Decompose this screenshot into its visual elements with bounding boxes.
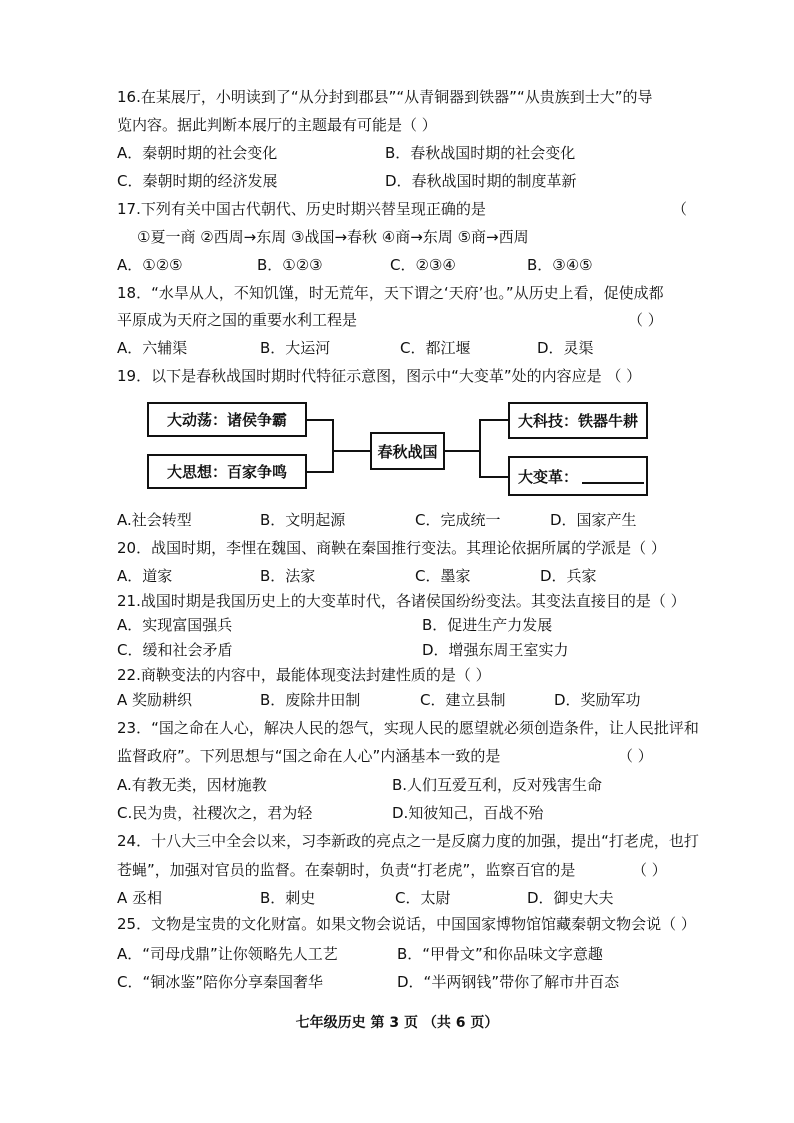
q21-options-row2 (117, 639, 717, 661)
q23-options-row1 (117, 774, 717, 796)
q25-options-row1 (117, 943, 717, 965)
q19-stem: 19．以下是春秋战国时期时代特征示意图，图示中“大变革”处的内容应是 （ ） (117, 367, 642, 385)
q21-option-d: D．增强东周王室实力 (422, 641, 569, 659)
answer-blank (582, 468, 644, 484)
q21-stem: 21.战国时期是我国历史上的大变革时代，各诸侯国纷纷变法。其变法直接目的是（ ） (117, 592, 686, 610)
q20-option-b: B．法家 (260, 567, 316, 585)
q18-option-b: B．大运河 (260, 339, 331, 357)
q22-option-b: B．废除井田制 (260, 691, 361, 709)
q19-options (117, 509, 717, 531)
q24-option-d: D．御史大夫 (527, 889, 614, 907)
q16-stem-line2: 览内容。据此判断本展厅的主题最有可能是（ ） (117, 116, 437, 134)
q18-stem-line1: 18．“水旱从人，不知饥馑，时无荒年，天下谓之‘天府’也。”从历史上看，促使成都 (117, 284, 664, 302)
q19-option-a: A.社会转型 (117, 511, 192, 529)
q16-stem-line1: 16.在某展厅，小明读到了“从分封到郡县”“从青铜器到铁器”“从贵族到士大”的导 (117, 88, 653, 106)
q23-options-row2 (117, 802, 717, 824)
q17-option-a: A．①②⑤ (117, 256, 183, 274)
diagram-box-top-right: 大科技：铁器牛耕 (508, 402, 648, 439)
q20-option-a: A．道家 (117, 567, 173, 585)
q20-option-c: C．墨家 (415, 567, 471, 585)
q25-options-row2 (117, 971, 717, 993)
q22-option-a: A 奖励耕织 (117, 691, 193, 709)
q24-option-b: B．刺史 (260, 889, 316, 907)
q18-answer-paren: （ ） (628, 311, 663, 329)
q19-option-b: B．文明起源 (260, 511, 346, 529)
q22-option-d: D．奖励军功 (554, 691, 641, 709)
q24-options (117, 887, 717, 909)
q20-option-d: D．兵家 (540, 567, 597, 585)
q17-items: ①夏一商 ②西周→东周 ③战国→春秋 ④商→东周 ⑤商→西周 (137, 228, 529, 246)
q22-option-c: C．建立县制 (420, 691, 506, 709)
diagram-box-bottom-right-label: 大变革： (518, 467, 579, 486)
diagram-box-top-left: 大动荡：诸侯争霸 (147, 402, 307, 437)
q17-option-d: B．③④⑤ (527, 256, 593, 274)
diagram-box-center: 春秋战国 (370, 432, 445, 470)
q17-option-c: C．②③④ (390, 256, 456, 274)
q20-options (117, 565, 717, 587)
q21-options-row1 (117, 614, 717, 636)
q25-option-d: D．“半两钢钱”带你了解市井百态 (397, 973, 620, 991)
q24-stem-line2: 苍蝇”，加强对官员的监督。在秦朝时，负责“打老虎”，监察百官的是 (117, 861, 576, 879)
q25-option-c: C．“铜冰鉴”陪你分享秦国奢华 (117, 973, 324, 991)
q17-answer-paren: （ (672, 200, 688, 218)
page-footer: 七年级历史 第 3 页 （共 6 页） (295, 1015, 499, 1031)
q25-option-b: B．“甲骨文”和你品味文字意趣 (397, 945, 603, 963)
q18-option-d: D．灵渠 (537, 339, 594, 357)
q16-option-b: B．春秋战国时期的社会变化 (385, 144, 576, 162)
q16-option-d: D．春秋战国时期的制度革新 (385, 172, 577, 190)
q17-option-b: B．①②③ (257, 256, 323, 274)
q23-option-a: A.有教无类，因材施教 (117, 776, 267, 794)
q25-stem: 25．文物是宝贵的文化财富。如果文物会说话，中国国家博物馆馆藏秦朝文物会说（ ） (117, 915, 696, 933)
q24-option-c: C．太尉 (395, 889, 451, 907)
q21-option-b: B．促进生产力发展 (422, 616, 553, 634)
q21-option-a: A．实现富国强兵 (117, 616, 233, 634)
q24-answer-paren: （ ） (632, 861, 667, 879)
q18-option-a: A．六辅渠 (117, 339, 188, 357)
q19-option-d: D．国家产生 (550, 511, 637, 529)
q16-option-c: C．秦朝时期的经济发展 (117, 172, 278, 190)
q23-option-c: C.民为贵，社稷次之，君为轻 (117, 804, 313, 822)
q20-stem: 20．战国时期，李悝在魏国、商鞅在秦国推行变法。其理论依据所属的学派是（ ） (117, 539, 666, 557)
q22-stem: 22.商鞅变法的内容中，最能体现变法封建性质的是（ ） (117, 666, 491, 684)
q25-option-a: A．“司母戊鼎”让你领略先人工艺 (117, 945, 338, 963)
q17-stem: 17.下列有关中国古代朝代、历史时期兴替呈现正确的是 (117, 200, 486, 218)
q18-option-c: C．都江堰 (400, 339, 471, 357)
diagram-box-bottom-left: 大思想：百家争鸣 (147, 454, 307, 489)
q19-option-c: C．完成统一 (415, 511, 501, 529)
q23-option-b: B.人们互爱互利，反对残害生命 (392, 776, 603, 794)
q23-stem-line2: 监督政府”。下列思想与“国之命在人心”内涵基本一致的是 (117, 747, 501, 765)
q24-stem-line1: 24．十八大三中全会以来，习李新政的亮点之一是反腐力度的加强，提出“打老虎，也打 (117, 832, 699, 850)
q23-answer-paren: （ ） (618, 747, 653, 765)
q16-option-a: A．秦朝时期的社会变化 (117, 144, 278, 162)
q21-option-c: C．缓和社会矛盾 (117, 641, 233, 659)
q24-option-a: A 丞相 (117, 889, 163, 907)
diagram-box-bottom-right (508, 456, 648, 496)
q22-options (117, 689, 717, 711)
q23-stem-line1: 23．“国之命在人心，解决人民的怨气，实现人民的愿望就必须创造条件，让人民批评和 (117, 719, 699, 737)
q18-stem-line2: 平原成为天府之国的重要水利工程是 (117, 311, 358, 329)
q23-option-d: D.知彼知己，百战不殆 (392, 804, 544, 822)
